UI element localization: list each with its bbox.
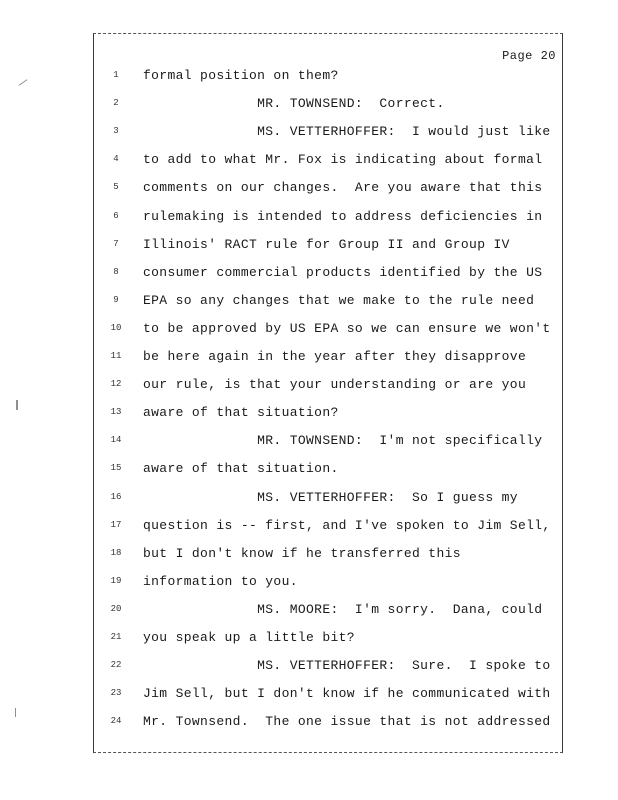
line-text: Mr. Townsend. The one issue that is not addressed bbox=[143, 714, 551, 730]
transcript-line bbox=[94, 573, 562, 593]
transcript-line bbox=[94, 292, 562, 312]
line-number: 1 bbox=[113, 70, 119, 80]
transcript-line bbox=[94, 376, 562, 396]
transcript-line bbox=[94, 517, 562, 537]
transcript-page bbox=[93, 33, 563, 753]
line-number: 8 bbox=[113, 266, 119, 277]
line-text: aware of that situation? bbox=[143, 405, 339, 421]
line-number: 10 bbox=[110, 322, 122, 333]
transcript-line bbox=[94, 432, 562, 452]
line-number: 19 bbox=[110, 575, 122, 586]
transcript-line bbox=[94, 404, 562, 424]
line-text: Jim Sell, but I don't know if he communicated with bbox=[143, 686, 551, 702]
transcript-line bbox=[94, 713, 562, 733]
line-text: but I don't know if he transferred this bbox=[143, 545, 461, 561]
line-number: 16 bbox=[110, 491, 122, 502]
transcript-line bbox=[94, 264, 562, 284]
line-text: MS. VETTERHOFFER: Sure. I spoke to bbox=[143, 658, 551, 674]
line-number: 11 bbox=[110, 351, 122, 361]
transcript-line bbox=[94, 320, 562, 340]
line-text: question is -- first, and I've spoken to Jim Sell, bbox=[143, 517, 551, 533]
line-number: 22 bbox=[110, 660, 122, 671]
transcript-line bbox=[94, 123, 562, 143]
transcript-line bbox=[94, 685, 562, 705]
line-text: MS. VETTERHOFFER: So I guess my bbox=[143, 489, 518, 505]
page-number: Page 20 bbox=[502, 49, 556, 63]
line-number: 7 bbox=[113, 238, 119, 249]
transcript-line bbox=[94, 95, 562, 115]
transcript-line bbox=[94, 601, 562, 621]
scan-mark bbox=[16, 400, 18, 410]
line-text: to be approved by US EPA so we can ensure we won't bbox=[143, 320, 551, 336]
line-text: be here again in the year after they disapprove bbox=[143, 349, 527, 364]
line-text: MS. VETTERHOFFER: I would just like bbox=[143, 124, 551, 140]
scan-mark bbox=[19, 79, 28, 86]
transcript-line bbox=[94, 657, 562, 677]
line-number: 14 bbox=[110, 435, 122, 446]
transcript-line bbox=[94, 179, 562, 199]
line-number: 15 bbox=[110, 463, 122, 474]
line-text: rulemaking is intended to address deficiencies in bbox=[143, 208, 543, 224]
line-number: 21 bbox=[110, 632, 122, 642]
transcript-line bbox=[94, 629, 562, 649]
line-number: 2 bbox=[113, 98, 119, 109]
line-number: 3 bbox=[113, 126, 119, 137]
transcript-line bbox=[94, 236, 562, 256]
line-text: MR. TOWNSEND: Correct. bbox=[143, 96, 445, 112]
line-number: 4 bbox=[113, 154, 119, 165]
line-text: EPA so any changes that we make to the rule need bbox=[143, 292, 535, 308]
line-text: to add to what Mr. Fox is indicating about formal bbox=[143, 152, 543, 168]
line-text: information to you. bbox=[143, 573, 298, 589]
line-number: 6 bbox=[113, 210, 119, 221]
line-text: MS. MOORE: I'm sorry. Dana, could bbox=[143, 601, 543, 617]
transcript-line bbox=[94, 67, 562, 87]
line-number: 23 bbox=[110, 688, 122, 699]
transcript-line bbox=[94, 460, 562, 480]
line-text: you speak up a little bit? bbox=[143, 630, 355, 645]
transcript-line bbox=[94, 545, 562, 565]
line-number: 18 bbox=[110, 547, 122, 558]
line-text: formal position on them? bbox=[143, 68, 339, 83]
transcript-line bbox=[94, 151, 562, 171]
transcript-line bbox=[94, 489, 562, 509]
line-text: aware of that situation. bbox=[143, 461, 339, 477]
line-number: 17 bbox=[110, 519, 122, 530]
line-number: 12 bbox=[110, 379, 122, 390]
transcript-line bbox=[94, 348, 562, 368]
transcript-line bbox=[94, 208, 562, 228]
line-text: consumer commercial products identified by the US bbox=[143, 264, 543, 280]
line-text: Illinois' RACT rule for Group II and Group IV bbox=[143, 236, 510, 252]
line-number: 24 bbox=[110, 716, 122, 727]
scan-mark bbox=[15, 708, 16, 717]
line-text: our rule, is that your understanding or are you bbox=[143, 377, 527, 393]
line-text: MR. TOWNSEND: I'm not specifically bbox=[143, 433, 543, 449]
line-number: 5 bbox=[113, 182, 119, 193]
line-text: comments on our changes. Are you aware that this bbox=[143, 180, 543, 196]
line-number: 9 bbox=[113, 294, 119, 305]
line-number: 20 bbox=[110, 603, 122, 614]
line-number: 13 bbox=[110, 407, 122, 418]
